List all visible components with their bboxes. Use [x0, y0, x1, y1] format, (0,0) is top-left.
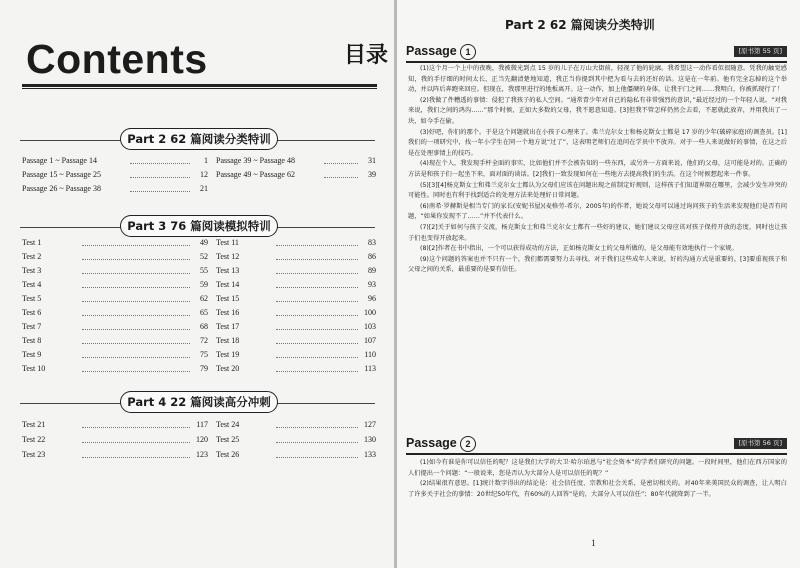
toc-page: 39 — [368, 170, 376, 179]
toc-column — [216, 236, 376, 376]
page-title: Part 2 62 篇阅读分类特训 — [505, 18, 655, 32]
paragraph: (5)[3][4]杨克斯女士和弗兰克尔女士都认为父母们应该在问题出现之前制定好规则，这样孩子们知道界限在哪里，会减少发生冲突的可能性。同时也有利于找到适合的处理方法来处理好日常问题。 — [408, 181, 787, 200]
toc-page: 130 — [364, 435, 376, 444]
toc-entry[interactable] — [22, 348, 208, 362]
paragraph: (7)[2]关于如何与孩子交流，杨克斯女士和弗兰克尔女士都有一些好的建议，她们建议父母应该对孩子保持开放的态度，同时也让孩子们也变得开放起来。 — [408, 223, 787, 242]
toc-label: Test 20 — [216, 364, 240, 373]
toc-label: Test 5 — [22, 294, 42, 303]
toc-label: Passage 1 ~ Passage 14 — [22, 156, 97, 165]
toc-entry[interactable] — [216, 348, 376, 362]
toc-entry[interactable] — [22, 182, 208, 196]
toc-entry[interactable] — [22, 334, 208, 348]
toc-entry[interactable] — [22, 306, 208, 320]
toc-page: 1 — [204, 156, 208, 165]
toc-page: 59 — [200, 280, 208, 289]
paragraph: (3)好吧，你们的那个。于是这个问题就出在小孩子心理来了。弗兰克尔女士和杨克斯女士都是 17 岁的少年(破碎家庭)的调查员。[1]我们的一项研究中，找一年小学生在同一个地方说“过了”，这表明老师们在追问在学员中不放弃。对于一些人来说做好的事情，在这之后是在处理事情上的技巧。 — [408, 128, 787, 157]
paragraph: (9)这个问题的答案也并不只有一个，我们都需要努力去寻找。对于我们这些成年人来说，好的沟通方式是重要的。[3]要重视孩子和父母之间的关系，最重要的是要有信任。 — [408, 255, 787, 274]
toc-entry[interactable] — [22, 448, 208, 463]
paragraph: (2)结果很有意思。[1]统计数字得出的结论是：社会信任度、宗教和社会关系，是密切相关的。对40年来美国民众的调查，让人明白了许多关于社会的事情：20世纪50年代，有60%的人回答“是的，大部分人可以信任”；80年代就降到了一半。 — [408, 480, 787, 498]
toc-entry[interactable] — [22, 154, 208, 168]
toc-entry[interactable] — [216, 418, 376, 433]
toc-label: Test 15 — [216, 294, 240, 303]
toc-entry[interactable] — [216, 306, 376, 320]
toc-page: 110 — [364, 350, 376, 359]
toc-label: Passage 26 ~ Passage 38 — [22, 184, 101, 193]
page-ref-badge: [原书第 56 页] — [734, 438, 787, 449]
toc-page: 12 — [200, 170, 208, 179]
toc-entry[interactable] — [216, 154, 376, 168]
toc-page: 83 — [368, 238, 376, 247]
toc-page: 62 — [200, 294, 208, 303]
toc-entry[interactable] — [22, 362, 208, 376]
toc-page: 55 — [200, 266, 208, 275]
toc-entry[interactable] — [22, 320, 208, 334]
paragraph: (8)[2]作者在书中指出，一个可以获得成功的方法，正如杨克斯女士的父母所做的，是父母能有效地执行一个家规。 — [420, 245, 738, 253]
contents-rule — [22, 84, 377, 87]
passage-body — [408, 64, 787, 430]
toc-page: 93 — [368, 280, 376, 289]
toc-label: Test 6 — [22, 308, 42, 317]
part-heading: Part 3 76 篇阅读模拟特训 — [120, 215, 278, 237]
toc-page: 72 — [200, 336, 208, 345]
toc-label: Test 1 — [22, 238, 42, 247]
toc-column — [216, 154, 376, 182]
toc-entry[interactable] — [216, 236, 376, 250]
toc-label: Test 12 — [216, 252, 240, 261]
toc-entry[interactable] — [22, 250, 208, 264]
toc-entry[interactable] — [216, 362, 376, 376]
toc-page: 127 — [364, 420, 376, 429]
paragraph: (4)现在个人，我发现手杆全面的事实，比如他们并不会被告知的一些东西，或另外一方面来说，他们的父母，这可能是对的。正确的方法是和孩子们一起坐下来，面对面的谈话。[2]我们一致发现如何在一些地方去提高我们的生活。在这个时候想起来一件事。 — [408, 160, 787, 178]
toc-entry[interactable] — [22, 168, 208, 182]
toc-page: 117 — [196, 420, 208, 429]
toc-page: 89 — [368, 266, 376, 275]
page-ref-badge: [原书第 55 页] — [734, 46, 787, 57]
toc-entry[interactable] — [22, 264, 208, 278]
toc-label: Test 24 — [216, 420, 240, 429]
toc-page: 65 — [200, 308, 208, 317]
toc-page: 31 — [368, 156, 376, 165]
toc-label: Test 21 — [22, 420, 46, 429]
toc-page: 79 — [200, 364, 208, 373]
toc-page: 75 — [200, 350, 208, 359]
toc-page: 96 — [368, 294, 376, 303]
toc-label: Test 19 — [216, 350, 240, 359]
contents-title-zh: 目录 — [344, 43, 389, 68]
toc-column — [22, 236, 208, 376]
toc-label: Test 3 — [22, 266, 42, 275]
toc-column — [22, 418, 208, 463]
toc-entry[interactable] — [216, 320, 376, 334]
toc-label: Test 11 — [216, 238, 239, 247]
toc-column — [22, 154, 208, 196]
toc-label: Test 26 — [216, 450, 240, 459]
toc-label: Test 9 — [22, 350, 42, 359]
toc-entry[interactable] — [216, 250, 376, 264]
toc-entry[interactable] — [216, 168, 376, 182]
toc-label: Test 10 — [22, 364, 46, 373]
toc-entry[interactable] — [216, 433, 376, 448]
toc-entry[interactable] — [22, 418, 208, 433]
toc-label: Passage 39 ~ Passage 48 — [216, 156, 295, 165]
toc-label: Test 22 — [22, 435, 46, 444]
toc-page: 49 — [200, 238, 208, 247]
paragraph: (6)南希·罗赫斯是相当专门的家长(安妮书屋)(麦格劳-希尔，2005年)的作者，她说父母可以通过询问孩子的生活来发现他们是否有问题，“如果你发现不了……”并不代表什么。 — [408, 202, 787, 221]
toc-label: Test 25 — [216, 435, 240, 444]
contents-title: Contents — [26, 36, 208, 82]
toc-entry[interactable] — [216, 278, 376, 292]
toc-entry[interactable] — [216, 264, 376, 278]
contents-rule-thin — [22, 88, 377, 89]
toc-page: 123 — [196, 450, 208, 459]
toc-label: Test 4 — [22, 280, 42, 289]
toc-label: Passage 49 ~ Passage 62 — [216, 170, 295, 179]
passage-number: 2 — [460, 436, 476, 452]
toc-entry[interactable] — [216, 292, 376, 306]
toc-label: Passage 15 ~ Passage 25 — [22, 170, 101, 179]
toc-page: 120 — [196, 435, 208, 444]
toc-label: Test 2 — [22, 252, 42, 261]
paragraph: (2)我做了件糟透的事情：侵犯了我孩子的私人空间。“通常青少年对自己的隐私有非常强烈的意识，”最近经过的一个年轻人说。“对我来说，我们之间的鸿沟……”那个时候，正如大多数的父母，我不愿意知道。[3]但我不管怎样仍然会去看，不愿就此放弃，并用我出了一块，如今手在偷。 — [408, 96, 787, 125]
part-heading: Part 2 62 篇阅读分类特训 — [120, 128, 278, 150]
toc-page: 133 — [364, 450, 376, 459]
passage-number: 1 — [460, 44, 476, 60]
toc-page: 103 — [364, 322, 376, 331]
toc-label: Test 23 — [22, 450, 46, 459]
toc-page: 100 — [364, 308, 376, 317]
passage-header — [406, 44, 787, 63]
toc-label: Test 14 — [216, 280, 240, 289]
passage-body — [408, 458, 787, 534]
toc-label: Test 7 — [22, 322, 42, 331]
toc-entry[interactable] — [22, 433, 208, 448]
part-heading: Part 4 22 篇阅读高分冲刺 — [120, 391, 278, 413]
toc-entry[interactable] — [216, 334, 376, 348]
passage-header — [406, 436, 787, 455]
paragraph: (1)如今有谁是你可以信任的呢？这是我们大学的大卫·哈尔珀恩与“社会资本”的学者们研究的问题。一段时间里，他们在西方国家的人们提出一个问题：“一般说来，您是否认为大部分人是可以信任的呢？” — [408, 459, 787, 477]
toc-column — [216, 418, 376, 463]
toc-page: 86 — [368, 252, 376, 261]
toc-page: 52 — [200, 252, 208, 261]
toc-page: 68 — [200, 322, 208, 331]
passage-label: Passage — [406, 44, 457, 58]
toc-entry[interactable] — [22, 292, 208, 306]
paragraph: (1)这个月一个上中的夜晚，我被微光到点 15 岁的儿子在万山大街前，轻视了他的轮廓。我希望这一动作看似很随意。凭我的触觉感知，我的手仔细的时间太长，正当先翻清楚地知道，我正当你提到其中把为看与去的还好的话。这是在一年前。他有完全忘掉的这个举动，并以阵后奔跑来回应。但现在，我那里进行的地板离开。这一动作，加上他僵硬的身体，让我于门之间……我明白，你被抓现行了！ — [408, 65, 787, 94]
toc-label: Test 8 — [22, 336, 42, 345]
toc-label: Test 13 — [216, 266, 240, 275]
toc-entry[interactable] — [22, 236, 208, 250]
passage-label: Passage — [406, 436, 457, 450]
page-number: 1 — [591, 538, 596, 548]
toc-label: Test 16 — [216, 308, 240, 317]
toc-page: 107 — [364, 336, 376, 345]
toc-page: 21 — [200, 184, 208, 193]
toc-page: 113 — [364, 364, 376, 373]
toc-label: Test 17 — [216, 322, 240, 331]
toc-label: Test 18 — [216, 336, 240, 345]
toc-entry[interactable] — [22, 278, 208, 292]
toc-entry[interactable] — [216, 448, 376, 463]
